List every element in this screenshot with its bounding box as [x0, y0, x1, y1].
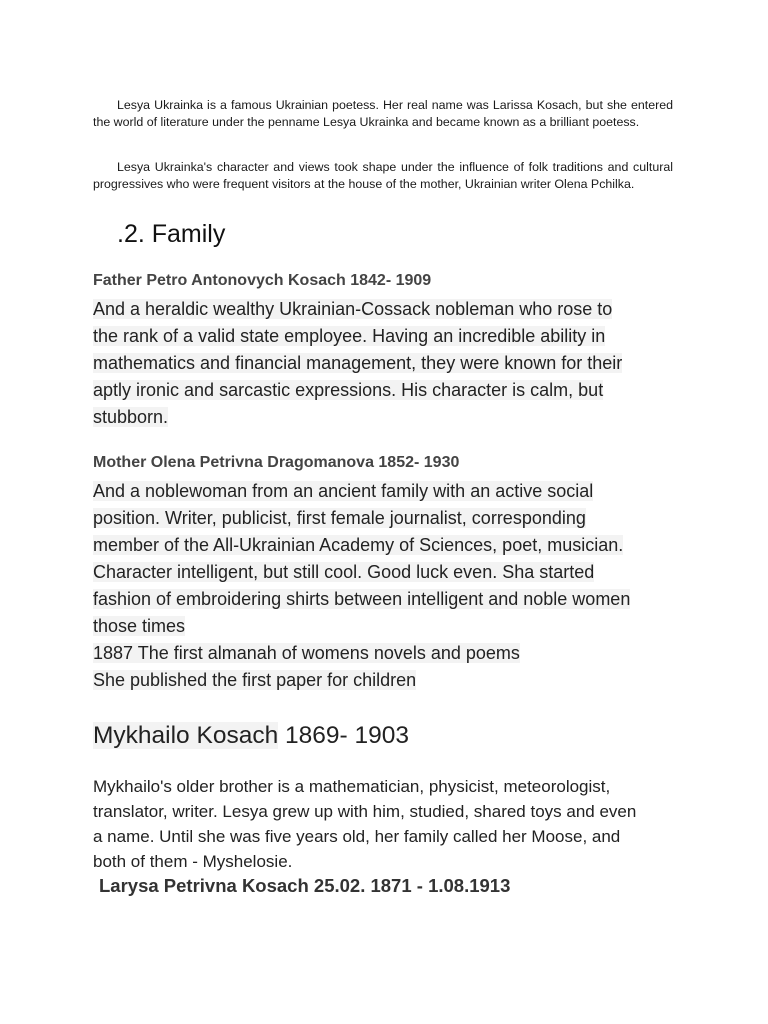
section-title: .2. Family [117, 220, 226, 248]
father-bio [93, 296, 693, 431]
larysa-heading: Larysa Petrivna Kosach 25.02. 1871 - 1.08.1913 [99, 875, 511, 896]
father-heading: Father Petro Antonovych Kosach 1842- 1909 [93, 272, 432, 289]
mother-heading: Mother Olena Petrivna Dragomanova 1852- 1930 [93, 454, 460, 471]
bio-line: mathematics and financial management, they were known for their [93, 353, 623, 373]
bio-line: member of the All-Ukrainian Academy of Sciences, poet, musician. [93, 535, 624, 555]
bio-line: those times [93, 616, 186, 636]
bio-line: position. Writer, publicist, first female journalist, corresponding [93, 508, 586, 528]
bio-line: 1887 The first almanah of womens novels and poems [93, 643, 520, 663]
intro-paragraph: Lesya Ukrainka is a famous Ukrainian poetess. Her real name was Larissa Kosach, but she entered the world of literature under the penname Lesya Ukrainka and became known as a brilliant poetess. [93, 98, 673, 129]
brother-name: Mykhailo Kosach [93, 722, 279, 749]
bio-line: Character intelligent, but still cool. Good luck even. Sha started [93, 562, 595, 582]
bio-line: both of them - Myshelosie. [93, 852, 293, 871]
bio-line: aptly ironic and sarcastic expressions. His character is calm, but [93, 380, 604, 400]
intro-paragraph: Lesya Ukrainka's character and views took shape under the influence of folk traditions and cultural progressives who were frequent visitors at the house of the mother, Ukrainian writer Olena Pchilka. [93, 160, 673, 191]
bio-line: the rank of a valid state employee. Having an incredible ability in [93, 326, 606, 346]
bio-line: Mykhailo's older brother is a mathematician, physicist, meteorologist, [93, 777, 611, 796]
brother-years: 1869- 1903 [278, 722, 409, 749]
bio-line: She published the first paper for children [93, 670, 417, 690]
bio-line: translator, writer. Lesya grew up with him, studied, shared toys and even [93, 802, 637, 821]
brother-heading [93, 722, 409, 750]
bio-line: stubborn. [93, 407, 169, 427]
bio-line: fashion of embroidering shirts between intelligent and noble women [93, 589, 631, 609]
bio-line: a name. Until she was five years old, her family called her Moose, and [93, 827, 621, 846]
bio-line: And a heraldic wealthy Ukrainian-Cossack nobleman who rose to [93, 299, 613, 319]
bio-line: And a noblewoman from an ancient family with an active social [93, 481, 594, 501]
mother-bio [93, 478, 693, 694]
brother-bio [93, 774, 693, 874]
